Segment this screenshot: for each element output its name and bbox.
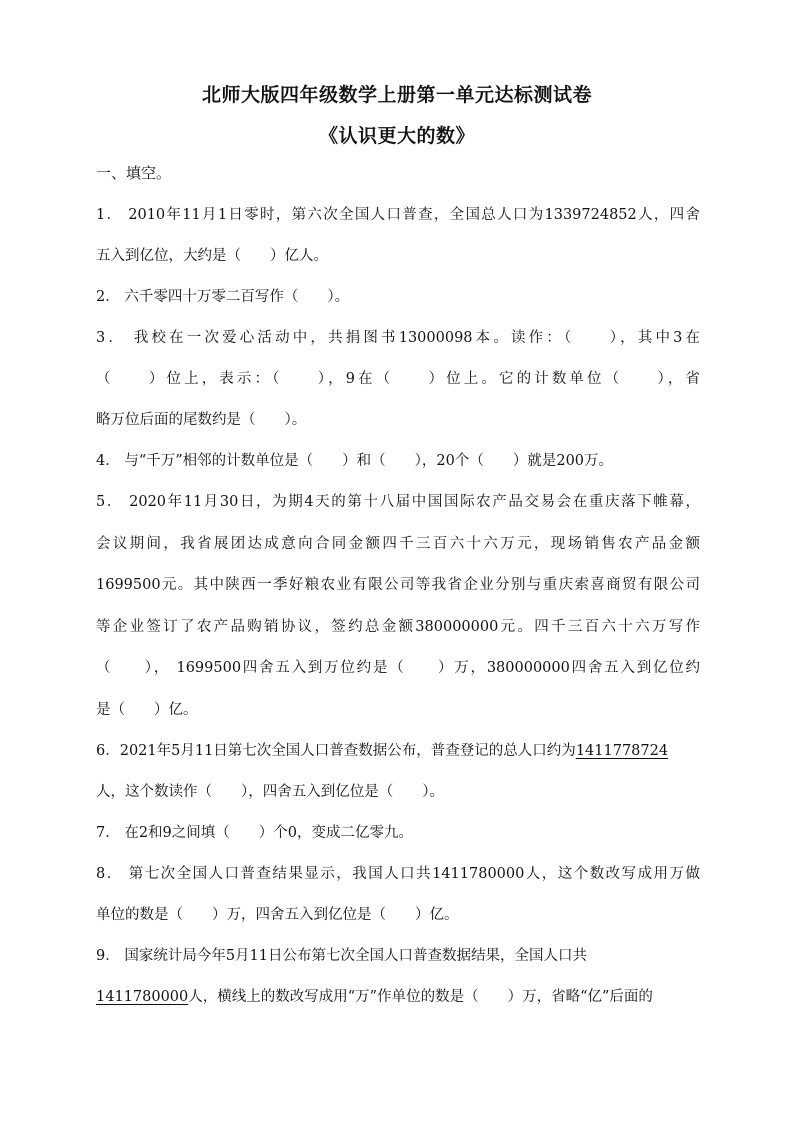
question-6-text: 6．2021年5月11日第七次全国人口普查数据公布，普查登记的总人口约为 xyxy=(96,743,576,759)
question-7-line-1: 7． 在2和9之间填（ ）个0，变成二亿零九。 xyxy=(96,825,414,841)
question-9-underlined-number: 1411780000 xyxy=(96,989,189,1005)
question-5-line-6: 是（ ）亿。 xyxy=(96,702,198,718)
question-3-line-2: （ ）位上，表示：（ ），9在（ ）位上。它的计数单位（ ），省 xyxy=(96,371,700,387)
question-3-line-3: 略万位后面的尾数约是（ ）。 xyxy=(96,412,307,428)
question-6-line-1 xyxy=(96,741,700,761)
question-9-line-2 xyxy=(96,987,700,1007)
question-5-line-1: 5． 2020年11月30日，为期4天的第十八届中国国际农产品交易会在重庆落下帷幕， xyxy=(96,494,700,510)
question-8-line-1: 8． 第七次全国人口普查结果显示，我国人口共1411780000人，这个数改写成用万做 xyxy=(96,866,700,882)
question-3-line-1: 3． 我校在一次爱心活动中，共捐图书13000098本。读作：（ ），其中3在 xyxy=(96,330,700,346)
question-6-underlined-number: 1411778724 xyxy=(575,743,669,759)
question-1-line-2: 五入到亿位，大约是（ ）亿人。 xyxy=(96,248,328,264)
page-title: 北师大版四年级数学上册第一单元达标测试卷 xyxy=(201,84,592,106)
page-subtitle: 《认识更大的数》 xyxy=(318,125,475,147)
question-5-line-3: 1699500元。其中陕西一季好粮农业有限公司等我省企业分别与重庆索喜商贸有限公司 xyxy=(96,577,700,593)
question-8-line-2: 单位的数是（ ）万，四舍五入到亿位是（ ）亿。 xyxy=(96,907,459,923)
question-1-line-1: 1． 2010年11月1日零时，第六次全国人口普查，全国总人口为1339724852人，四舍 xyxy=(96,207,700,223)
question-9-text: 人，横线上的数改写成用“万”作单位的数是（ ）万，省略“亿”后面的 xyxy=(188,989,653,1005)
question-6-line-2: 人，这个数读作（ ），四舍五入到亿位是（ ）。 xyxy=(96,784,444,800)
question-5-line-2: 会议期间，我省展团达成意向合同金额四千三百六十六万元，现场销售农产品金额 xyxy=(96,536,700,552)
question-5-line-4: 等企业签订了农产品购销协议，签约总金额380000000元。四千三百六十六万写作 xyxy=(96,619,700,635)
question-2-line-1: 2． 六千零四十万零二百写作（ ）。 xyxy=(96,289,350,305)
question-4-line-1: 4． 与“千万”相邻的计数单位是（ ）和（ ），20个（ ）就是200万。 xyxy=(96,453,614,469)
question-5-line-5: （ ）， 1699500四舍五入到万位约是（ ）万，380000000四舍五入到亿位约 xyxy=(96,660,700,676)
section-heading: 一、填空。 xyxy=(96,164,172,182)
question-9-line-1: 9． 国家统计局今年5月11日公布第七次全国人口普查数据结果，全国人口共 xyxy=(96,948,588,964)
